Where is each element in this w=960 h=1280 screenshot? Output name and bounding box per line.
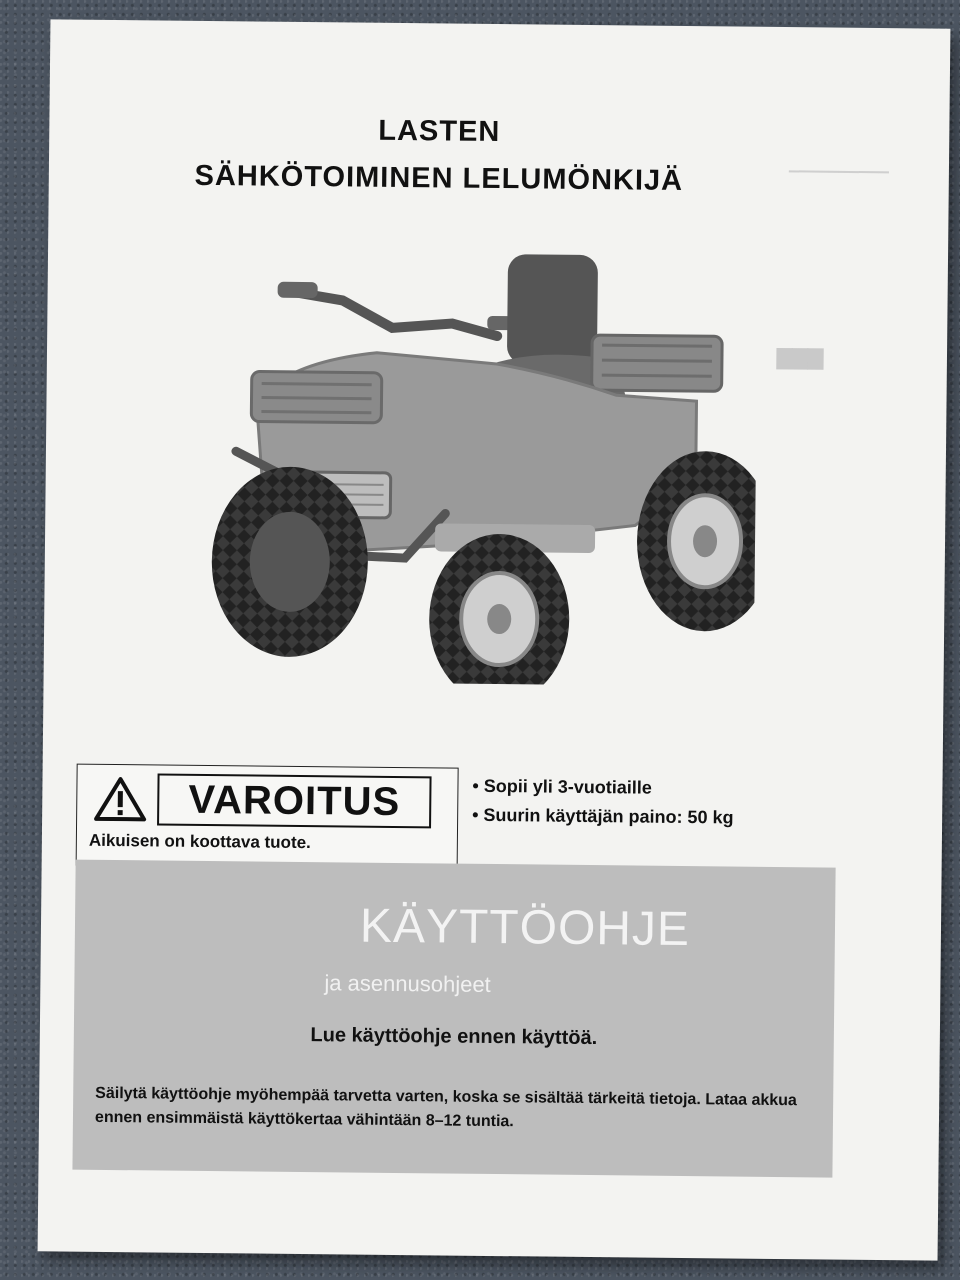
title-line-1: LASTEN — [378, 114, 501, 149]
warning-label: VAROITUS — [157, 773, 432, 828]
manual-title: KÄYTTÖOHJE — [359, 899, 691, 957]
bleed-through-text: ▁▁▁▁▁▁▁▁▁▁ — [788, 157, 890, 174]
read-first-note: Lue käyttöohje ennen käyttöä. — [310, 1024, 598, 1050]
cover-title — [49, 111, 830, 199]
title-line-2: SÄHKÖTOIMINEN LELUMÖNKIJÄ — [194, 159, 684, 197]
feature-list — [472, 776, 734, 837]
page-edge — [938, 43, 951, 1253]
manual-subtitle: ja asennusohjeet — [324, 970, 491, 997]
manual-title-panel — [72, 860, 835, 1178]
bleed-through-heading: ▇▇▇ — [776, 346, 824, 370]
feature-max-weight: • Suurin käyttäjän paino: 50 kg — [472, 805, 734, 829]
atv-quad-illustration — [194, 221, 759, 687]
warning-box — [76, 764, 459, 870]
warning-note: Aikuisen on koottava tuote. — [88, 830, 311, 853]
warning-triangle-icon — [93, 775, 147, 824]
manual-cover-page — [38, 19, 951, 1260]
keep-manual-note: Säilytä käyttöohje myöhempää tarvetta varten, koska se sisältää tärkeitä tietoja. Lataa akkua ennen ensimmäistä käyttökertaa vähintään 8–12 tuntia. — [94, 1084, 797, 1131]
feature-age: • Sopii yli 3-vuotiaille — [472, 776, 734, 800]
